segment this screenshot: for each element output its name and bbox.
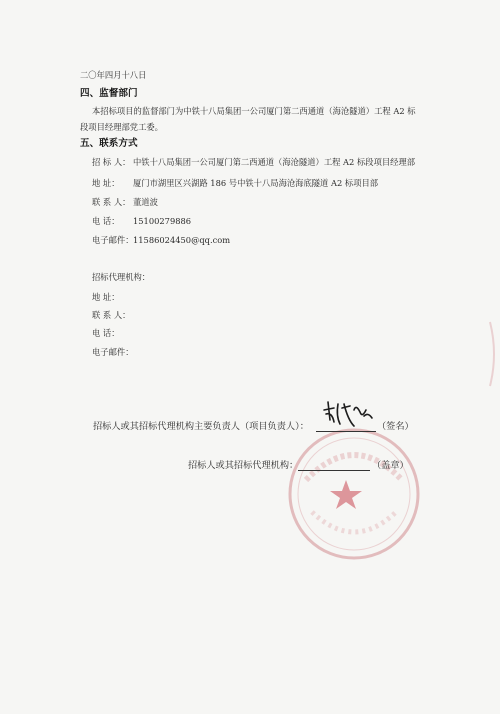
address-row [92, 178, 378, 189]
organization-seal-suffix: （盖章） [372, 460, 409, 471]
contact-value: 董道波 [133, 197, 158, 207]
contact-label: 联 系 人： [92, 197, 131, 207]
principal-signature-label: 招标人或其招标代理机构主要负责人（项目负责人）： [93, 421, 309, 432]
section4-paragraph-line2: 段项目经理部党工委。 [80, 122, 163, 132]
tenderer-row [92, 157, 415, 168]
email-row [92, 235, 230, 246]
email-value: 11586024450@qq.com [133, 235, 231, 245]
section4-heading: 四、监督部门 [80, 88, 138, 99]
scan-edge-mark [488, 322, 498, 386]
address-label: 地 址： [92, 178, 120, 188]
date-text: 二〇年四月十八日 [80, 70, 147, 80]
contact-row [92, 197, 158, 208]
agency-title: 招标代理机构： [92, 272, 151, 282]
agency-phone-label: 电 话： [92, 328, 120, 338]
principal-signature-suffix: （签名） [377, 421, 414, 432]
agency-email-label: 电子邮件： [92, 347, 134, 357]
official-stamp-icon [286, 420, 436, 570]
agency-contact-label: 联 系 人： [92, 310, 131, 320]
phone-row [92, 216, 191, 227]
phone-value: 15100279886 [133, 216, 192, 226]
agency-address-label: 地 址： [92, 292, 120, 302]
organization-seal-line [298, 470, 370, 471]
tenderer-value: 中铁十八局集团一公司厦门第二西通道（海沧隧道）工程 A2 标段项目经理部 [133, 157, 416, 167]
organization-seal-label: 招标人或其招标代理机构： [188, 460, 299, 471]
email-label: 电子邮件： [92, 235, 134, 245]
address-value: 厦门市湖里区兴湖路 186 号中铁十八局海沧海底隧道 A2 标项目部 [133, 178, 379, 188]
phone-label: 电 话： [92, 216, 120, 226]
section4-paragraph-line1: 本招标项目的监督部门为中铁十八局集团一公司厦门第二西通道（海沧隧道）工程 A2 标 [92, 106, 416, 116]
handwritten-signature-icon [320, 396, 374, 432]
tenderer-label: 招 标 人： [92, 157, 131, 167]
section5-heading: 五、联系方式 [80, 138, 138, 149]
